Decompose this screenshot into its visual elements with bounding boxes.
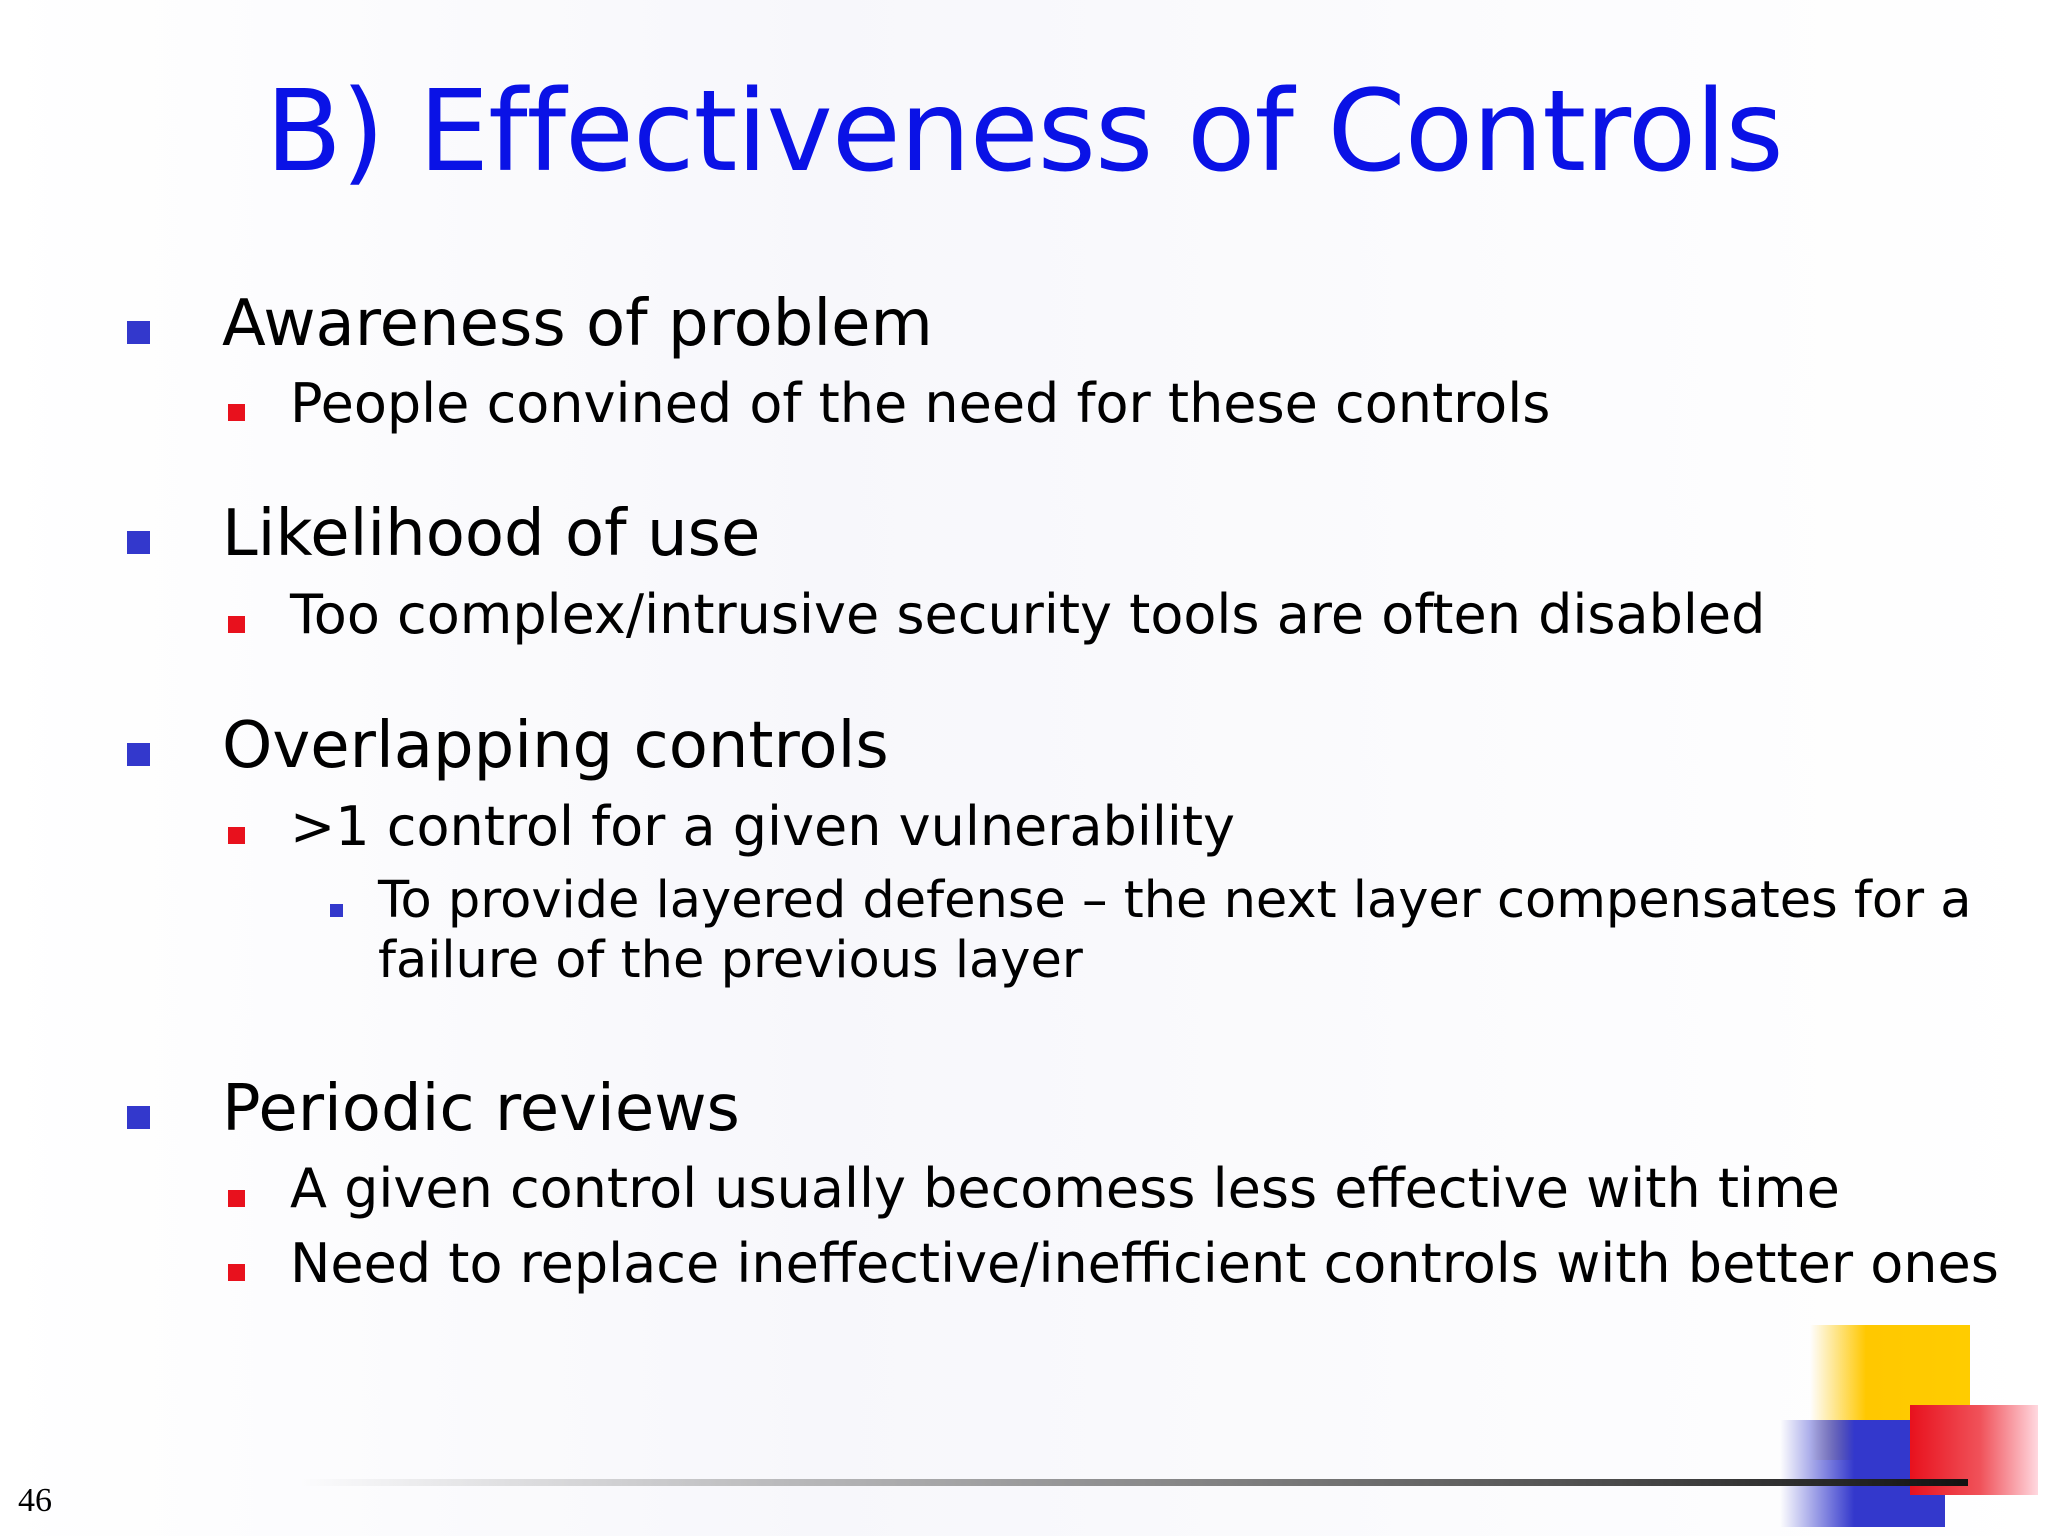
- sub-sub-bullet-square-icon: [330, 904, 343, 917]
- sub-bullet-more-than-one-control: >1 control for a given vulnerability: [290, 795, 1235, 858]
- sub-bullet-square-icon: [228, 616, 245, 633]
- bullet-square-icon: [127, 531, 150, 554]
- sub-bullet-replace-controls: Need to replace ineffective/inefficient controls with better ones: [290, 1232, 1999, 1295]
- bullet-periodic-reviews: Periodic reviews: [222, 1072, 740, 1146]
- bullet-likelihood-of-use: Likelihood of use: [222, 497, 761, 571]
- bullet-overlapping-controls: Overlapping controls: [222, 709, 889, 783]
- sub-bullet-square-icon: [228, 404, 245, 421]
- bullet-square-icon: [127, 1106, 150, 1129]
- sub-bullet-square-icon: [228, 827, 245, 844]
- bullet-square-icon: [127, 321, 150, 344]
- decorative-footer-line: [300, 1479, 1968, 1486]
- sub-bullet-square-icon: [228, 1190, 245, 1207]
- sub-bullet-less-effective: A given control usually becomess less effective with time: [290, 1157, 1840, 1220]
- sub-sub-bullet-layered-defense: To provide layered defense – the next layer compensates for a failure of the previous layer: [378, 871, 1972, 990]
- bullet-awareness-of-problem: Awareness of problem: [222, 287, 933, 361]
- sub-bullet-people-convinced: People convined of the need for these controls: [290, 372, 1551, 435]
- slide-title: B) Effectiveness of Controls: [265, 67, 1783, 197]
- page-number: 46: [18, 1482, 52, 1519]
- sub-bullet-too-complex: Too complex/intrusive security tools are often disabled: [290, 583, 1766, 646]
- sub-bullet-square-icon: [228, 1264, 245, 1281]
- bullet-square-icon: [127, 743, 150, 766]
